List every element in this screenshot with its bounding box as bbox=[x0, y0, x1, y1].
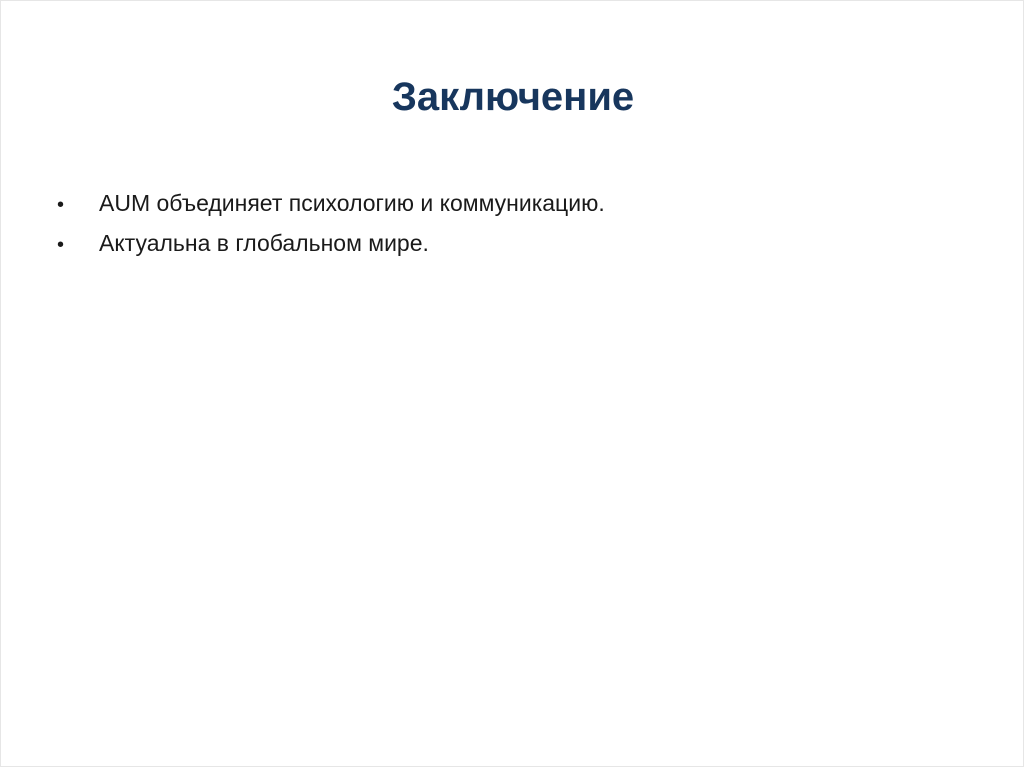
bullet-marker: • bbox=[57, 234, 65, 256]
slide-title: Заключение bbox=[391, 75, 635, 119]
bullet-marker: • bbox=[57, 194, 65, 216]
bullet-item bbox=[57, 224, 957, 264]
bullet-text: AUM объединяет психологию и коммуникацию. bbox=[99, 190, 605, 216]
bullet-item bbox=[57, 184, 957, 224]
bullet-text: Актуальна в глобальном мире. bbox=[99, 230, 429, 256]
bullet-list bbox=[57, 184, 957, 264]
